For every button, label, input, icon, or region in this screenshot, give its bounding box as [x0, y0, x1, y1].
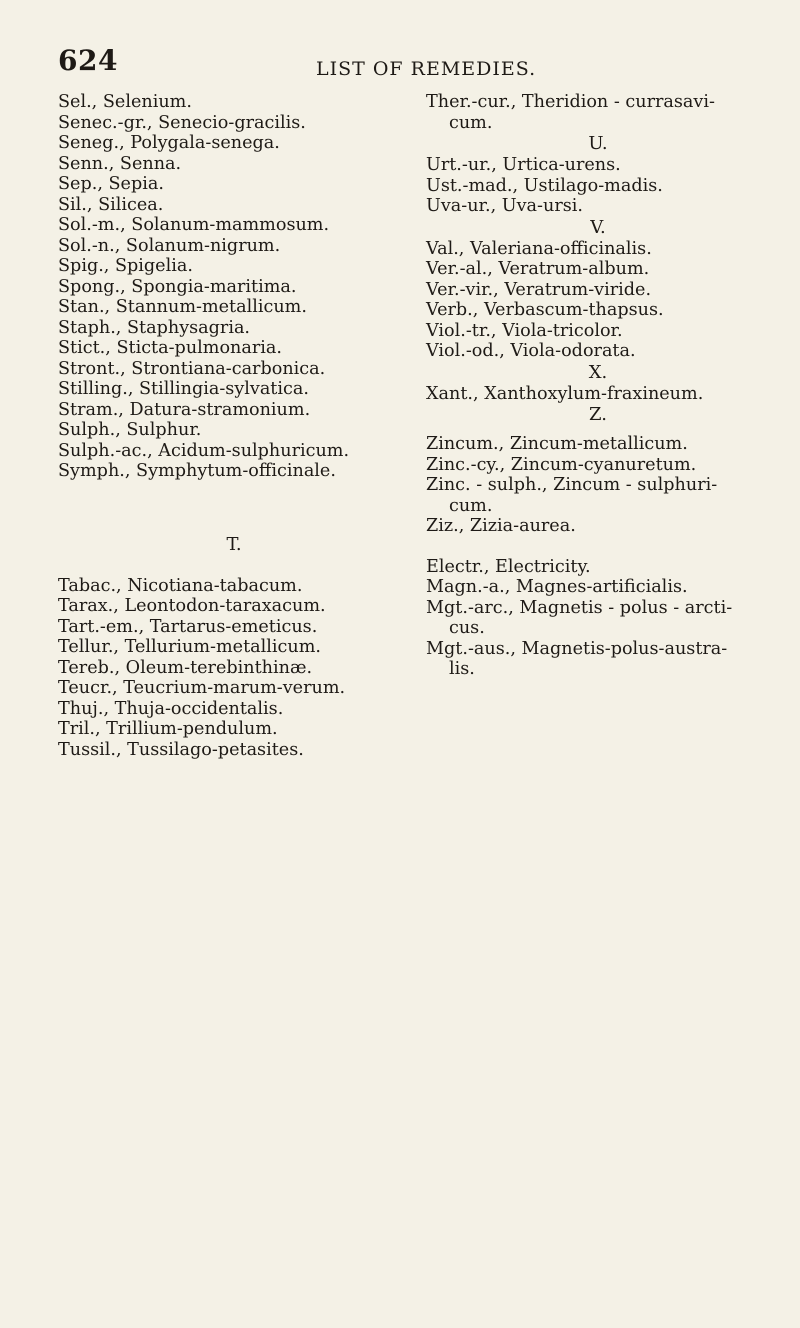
list-item: Stan., Stannum-metallicum.	[58, 297, 307, 317]
list-item: Electr., Electricity.	[426, 556, 591, 577]
list-item: Sel., Selenium.	[58, 92, 192, 112]
list-item: Stilling., Stillingia-sylvatica.	[58, 379, 309, 399]
list-item-continuation: lis.	[449, 659, 475, 679]
list-item: Sulph.-ac., Acidum-sulphuricum.	[58, 440, 350, 461]
list-item-continuation: cum.	[449, 112, 493, 133]
list-item: Tellur., Tellurium-metallicum.	[58, 637, 321, 657]
right-column	[426, 92, 770, 680]
list-item: Stront., Strontiana-carbonica.	[58, 358, 326, 379]
section-heading-v: V.	[590, 216, 606, 238]
list-item: Thuj., Thuja-occidentalis.	[58, 698, 284, 719]
section-s-list	[58, 92, 410, 482]
list-item: Zinc.-cy., Zincum-cyanuretum.	[426, 454, 697, 475]
list-item: Ver.-vir., Veratrum-viride.	[426, 279, 652, 300]
list-item: Verb., Verbascum-thapsus.	[426, 300, 664, 320]
list-item: Teucr., Teucrium-marum-verum.	[58, 678, 346, 698]
list-item: Tabac., Nicotiana-tabacum.	[58, 575, 303, 596]
section-heading-x: X.	[588, 361, 608, 383]
list-item: Sol.-n., Solanum-nigrum.	[58, 235, 281, 256]
list-item: Ziz., Zizia-aurea.	[426, 516, 576, 536]
list-item: Symph., Symphytum-officinale.	[58, 461, 336, 481]
list-item: Tril., Trillium-pendulum.	[58, 719, 278, 739]
list-item: Sol.-m., Solanum-mammosum.	[58, 215, 330, 235]
list-item: Spig., Spigelia.	[58, 256, 193, 276]
list-item: Senn., Senna.	[58, 153, 182, 174]
section-heading-z: Z.	[589, 404, 607, 425]
list-item: Ther.-cur., Theridion - currasavi-	[426, 92, 715, 112]
page-number: 624	[58, 44, 118, 77]
list-item: Ver.-al., Veratrum-album.	[426, 259, 650, 279]
list-item: Viol.-tr., Viola-tricolor.	[426, 320, 623, 341]
list-item: Sulph., Sulphur.	[58, 420, 202, 440]
list-item: Magn.-a., Magnes-artificialis.	[426, 577, 688, 597]
list-item: Tarax., Leontodon-taraxacum.	[58, 596, 326, 616]
list-item: Xant., Xanthoxylum-fraxineum.	[426, 383, 704, 404]
list-item: Stict., Sticta-pulmonaria.	[58, 338, 282, 358]
list-item: Stram., Datura-stramonium.	[58, 399, 311, 420]
list-item: Sil., Silicea.	[58, 194, 164, 215]
list-item-continuation: cum.	[449, 495, 493, 516]
list-item: Spong., Spongia-maritima.	[58, 276, 297, 297]
list-item: Tussil., Tussilago-petasites.	[58, 739, 304, 760]
list-item: Ust.-mad., Ustilago-madis.	[426, 175, 663, 196]
section-t-list	[58, 576, 410, 761]
list-item: Mgt.-arc., Magnetis - polus - arcti-	[426, 597, 733, 618]
list-item: Seneg., Polygala-senega.	[58, 133, 280, 153]
list-item: Viol.-od., Viola-odorata.	[426, 341, 636, 361]
left-column	[58, 92, 410, 760]
list-item: Tart.-em., Tartarus-emeticus.	[58, 616, 318, 637]
list-item: Senec.-gr., Senecio-gracilis.	[58, 112, 306, 133]
list-item: Mgt.-aus., Magnetis-polus-austra-	[426, 638, 728, 659]
list-item: Sep., Sepia.	[58, 174, 164, 194]
list-item: Zincum., Zincum-metallicum.	[426, 434, 688, 454]
list-item: Zinc. - sulph., Zincum - sulphuri-	[426, 475, 718, 495]
list-item: Val., Valeriana-officinalis.	[426, 238, 652, 259]
list-item: Staph., Staphysagria.	[58, 317, 251, 338]
section-heading-t: T.	[226, 533, 242, 555]
list-item: Uva-ur., Uva-ursi.	[426, 196, 583, 216]
running-head: LIST OF REMEDIES.	[316, 58, 537, 80]
section-heading-u: U.	[588, 133, 608, 154]
list-item-continuation: cus.	[449, 618, 485, 638]
list-item: Urt.-ur., Urtica-urens.	[426, 155, 621, 175]
list-item: Tereb., Oleum-terebinthinæ.	[58, 657, 313, 678]
